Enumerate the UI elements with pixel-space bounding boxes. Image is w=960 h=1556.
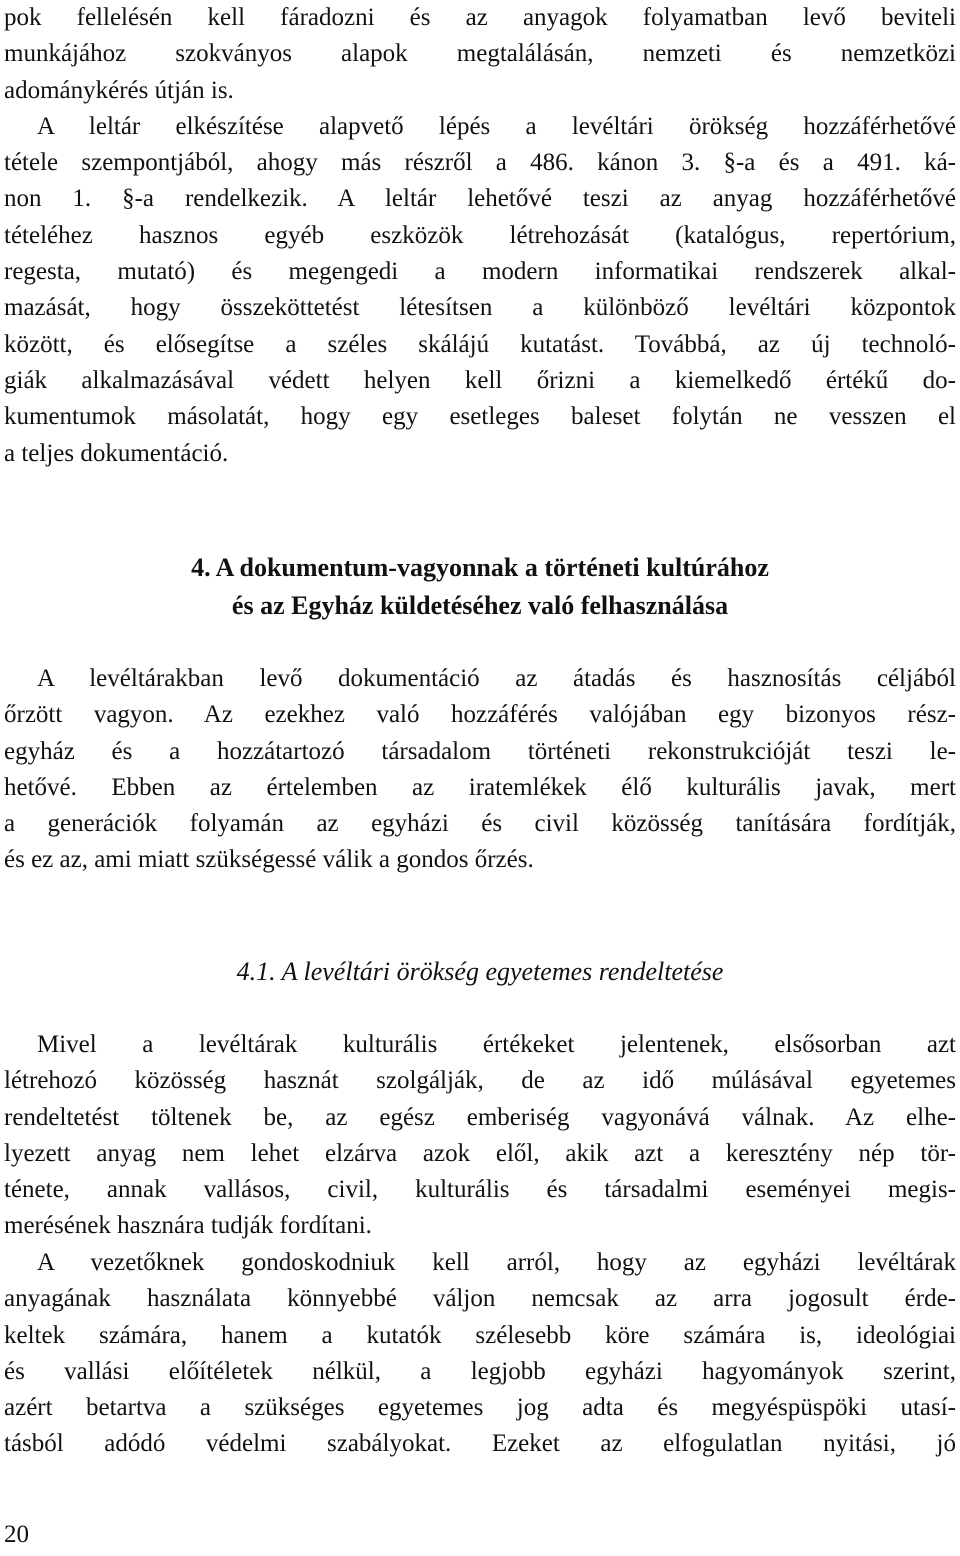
text-line: lyezett anyag nem lehet elzárva azok elől, akik azt a keresztény nép tör- <box>4 1139 956 1167</box>
section-4-1-heading: 4.1. A levéltári örökség egyetemes rendeltetése <box>236 957 724 986</box>
text-line: a teljes dokumentáció. <box>4 439 229 467</box>
text-line: keltek számára, hanem a kutatók szélesebb köre számára is, ideológiai <box>4 1321 956 1349</box>
paragraph-section-4 <box>4 661 956 879</box>
text-line: és vallási előítéletek nélkül, a legjobb egyházi hagyományok szerint, <box>4 1357 956 1385</box>
text-line: merésének hasznára tudják fordítani. <box>4 1212 372 1240</box>
text-line: és ez az, ami miatt szükségessé válik a gondos őrzés. <box>4 846 534 874</box>
text-line: pok fellelésén kell fáradozni és az anyagok folyamatban levő beviteli <box>4 4 956 31</box>
page-number: 20 <box>4 1521 29 1548</box>
text-line: egyház és a hozzátartozó társadalom történeti rekonstrukcióját teszi le- <box>4 737 956 765</box>
text-line: regesta, mutató) és megengedi a modern informatikai rendszerek alkal- <box>4 258 956 286</box>
text-line: létrehozó közösség hasznát szolgálják, de az idő múlásával egyetemes <box>4 1067 956 1095</box>
text-line: tásból adódó védelmi szabályokat. Ezeket az elfogulatlan nyitási, jó <box>4 1430 956 1458</box>
text-line: ténete, annak vallásos, civil, kulturális és társadalmi eseményei megis- <box>4 1176 956 1204</box>
text-line: Mivel a levéltárak kulturális értékeket jelentenek, elsősorban azt <box>37 1031 956 1058</box>
section-4-heading-line-2: és az Egyház küldetéséhez való felhasználása <box>231 591 729 620</box>
paragraph-leltar <box>4 0 956 472</box>
text-line: rendeltetést töltenek be, az egész emberiség vagyonává válnak. Az elhe- <box>4 1103 956 1131</box>
text-line: azért betartva a szükséges egyetemes jog adta és megyéspüspöki utasí- <box>4 1394 956 1422</box>
text-line: mazását, hogy összeköttetést létesítsen a különböző levéltári központok <box>4 294 956 322</box>
section-4-heading-line-1: 4. A dokumentum-vagyonnak a történeti kultúrához <box>191 553 769 582</box>
text-line: őrzött vagyon. Az ezekhez való hozzáférés valójában egy bizonyos rész- <box>4 701 956 729</box>
text-line: tételéhez hasznos egyéb eszközök létrehozását (katalógus, repertórium, <box>4 221 956 249</box>
text-line: tétele szempontjából, ahogy más részről a 486. kánon 3. §-a és a 491. ká- <box>4 149 956 177</box>
text-line: giák alkalmazásával védett helyen kell őrizni a kiemelkedő értékű do- <box>4 366 956 394</box>
text-line: kumentumok másolatát, hogy egy esetleges baleset folytán ne vesszen el <box>4 403 956 431</box>
text-line: A levéltárakban levő dokumentáció az átadás és hasznosítás céljából <box>37 665 956 692</box>
text-line: A leltár elkészítése alapvető lépés a levéltári örökség hozzáférhetővé <box>37 112 956 140</box>
paragraph-section-4-1-a <box>4 1027 956 1245</box>
text-line: anyagának használata könnyebbé váljon nemcsak az arra jogosult érde- <box>4 1285 956 1313</box>
text-line: között, és elősegítse a széles skálájú kutatást. Továbbá, az új technoló- <box>4 330 956 358</box>
text-line: adománykérés útján is. <box>4 76 234 104</box>
text-line: munkájához szokványos alapok megtalálásán, nemzeti és nemzetközi <box>4 40 956 68</box>
text-line: A vezetőknek gondoskodniuk kell arról, hogy az egyházi levéltárak <box>37 1249 956 1276</box>
paragraph-section-4-1-b <box>4 1245 956 1463</box>
text-line: non 1. §-a rendelkezik. A leltár lehetővé teszi az anyag hozzáférhetővé <box>4 185 956 213</box>
text-line: a generációk folyamán az egyházi és civil közösség tanítására fordítják, <box>4 810 956 838</box>
text-line: hetővé. Ebben az értelemben az iratemlékek élő kulturális javak, mert <box>4 773 956 801</box>
